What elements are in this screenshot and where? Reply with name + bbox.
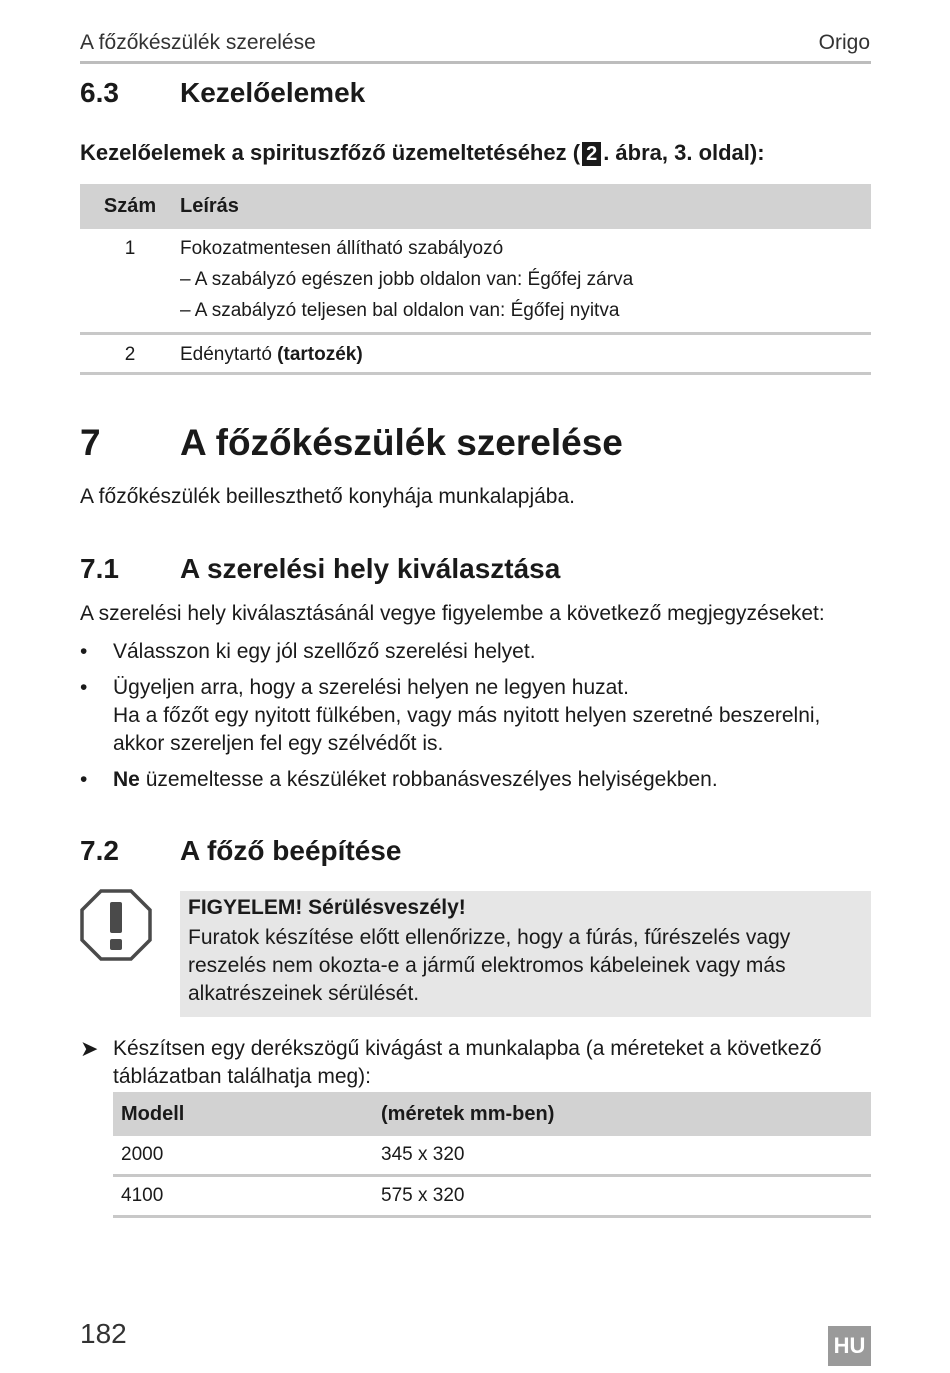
cell-model: 2000 [121, 1144, 164, 1165]
table-row [113, 1177, 871, 1218]
section-heading-7-1 [80, 553, 560, 585]
warning-exclamation-icon [80, 889, 152, 961]
cell-dimensions: 575 x 320 [381, 1185, 465, 1206]
row-number: 1 [124, 238, 136, 259]
section-intro: A szerelési hely kiválasztásánál vegye figyelembe a következő megjegyzéseket: [80, 602, 825, 625]
list-item: • Ügyeljen arra, hogy a szerelési helyen ne legyen huzat. Ha a főzőt egy nyitott fülkében, vagy más nyitott helyen szeretné beszerelni, akkor szereljen fel egy szélvédőt is. [80, 674, 880, 758]
controls-table [80, 184, 871, 375]
chapter-heading-7 [80, 422, 623, 464]
table-header-row [80, 184, 871, 229]
column-header-number: Szám [103, 195, 157, 217]
section-title: A szerelési hely kiválasztása [180, 553, 561, 584]
column-header-dimensions: (méretek mm-ben) [381, 1102, 555, 1125]
row-description: Edénytartó [180, 344, 278, 365]
dimensions-table [113, 1092, 871, 1218]
controls-subheading [80, 140, 765, 166]
running-header-product: Origo [818, 31, 870, 54]
list-item: • Válasszon ki egy jól szellőző szerelési helyet. [80, 640, 536, 663]
column-header-model: Modell [121, 1102, 185, 1125]
table-row [113, 1136, 871, 1177]
instruction-step [80, 1035, 860, 1091]
row-description-line: – A szabályzó teljesen bal oldalon van: Égőfej nyitva [180, 300, 620, 321]
list-item-text: Ügyeljen arra, hogy a szerelési helyen ne legyen huzat. [113, 676, 629, 699]
header-rule [80, 61, 871, 64]
page-number: 182 [80, 1318, 127, 1349]
cell-dimensions: 345 x 320 [381, 1144, 465, 1165]
table-row [80, 229, 871, 335]
figure-reference-badge: 2 [582, 142, 601, 166]
section-title: Kezelőelemek [180, 77, 366, 108]
chapter-intro: A főzőkészülék beilleszthető konyhája munkalapjába. [80, 485, 575, 508]
row-description-line: Fokozatmentesen állítható szabályozó [180, 238, 504, 259]
chapter-number: 7 [80, 422, 101, 463]
warning-text: Furatok készítése előtt ellenőrizze, hogy a fúrás, fűrészelés vagy reszelés nem okozta-e a jármű elektromos kábeleinek vagy más alkatrészeinek sérülését. [188, 926, 791, 1005]
column-header-description: Leírás [180, 195, 239, 217]
chapter-title: A főzőkészülék szerelése [180, 422, 623, 463]
table-row [80, 335, 871, 375]
section-number: 7.1 [80, 553, 119, 584]
warning-title: FIGYELEM! Sérülésveszély! [188, 896, 466, 919]
section-number: 7.2 [80, 835, 119, 866]
table-header-row [113, 1092, 871, 1136]
list-item-text: üzemeltesse a készüléket robbanásveszélyes helyiségekben. [139, 768, 718, 791]
running-header-title: A főzőkészülék szerelése [80, 31, 316, 54]
list-item-bold: Ne [113, 768, 140, 791]
list-item: • Ne üzemeltesse a készüléket robbanásveszélyes helyiségekben. [80, 768, 718, 791]
section-heading-6-3 [80, 77, 365, 109]
list-item-text: Ha a főzőt egy nyitott fülkében, vagy más nyitott helyen szeretné beszerelni, [113, 704, 821, 727]
row-description-bold: (tartozék) [277, 344, 363, 365]
cell-model: 4100 [121, 1185, 164, 1206]
row-number: 2 [124, 344, 136, 365]
row-description-line: – A szabályzó egészen jobb oldalon van: Égőfej zárva [180, 269, 634, 290]
step-arrow-icon: ➤ [80, 1036, 99, 1061]
language-badge: HU [828, 1326, 871, 1366]
section-title: A főző beépítése [180, 835, 402, 866]
step-text: Készítsen egy derékszögű kivágást a munkalapba (a méreteket a következő táblázatban találhatja meg): [113, 1037, 822, 1088]
subheading-text-end: . ábra, 3. oldal): [603, 140, 765, 165]
section-number: 6.3 [80, 77, 119, 108]
subheading-text: Kezelőelemek a spirituszfőző üzemeltetéséhez ( [80, 140, 581, 165]
section-heading-7-2 [80, 835, 401, 867]
list-item-text: Válasszon ki egy jól szellőző szerelési helyet. [113, 640, 536, 663]
bullet-list [80, 638, 880, 802]
list-item-text: akkor szereljen fel egy szélvédőt is. [113, 732, 444, 755]
